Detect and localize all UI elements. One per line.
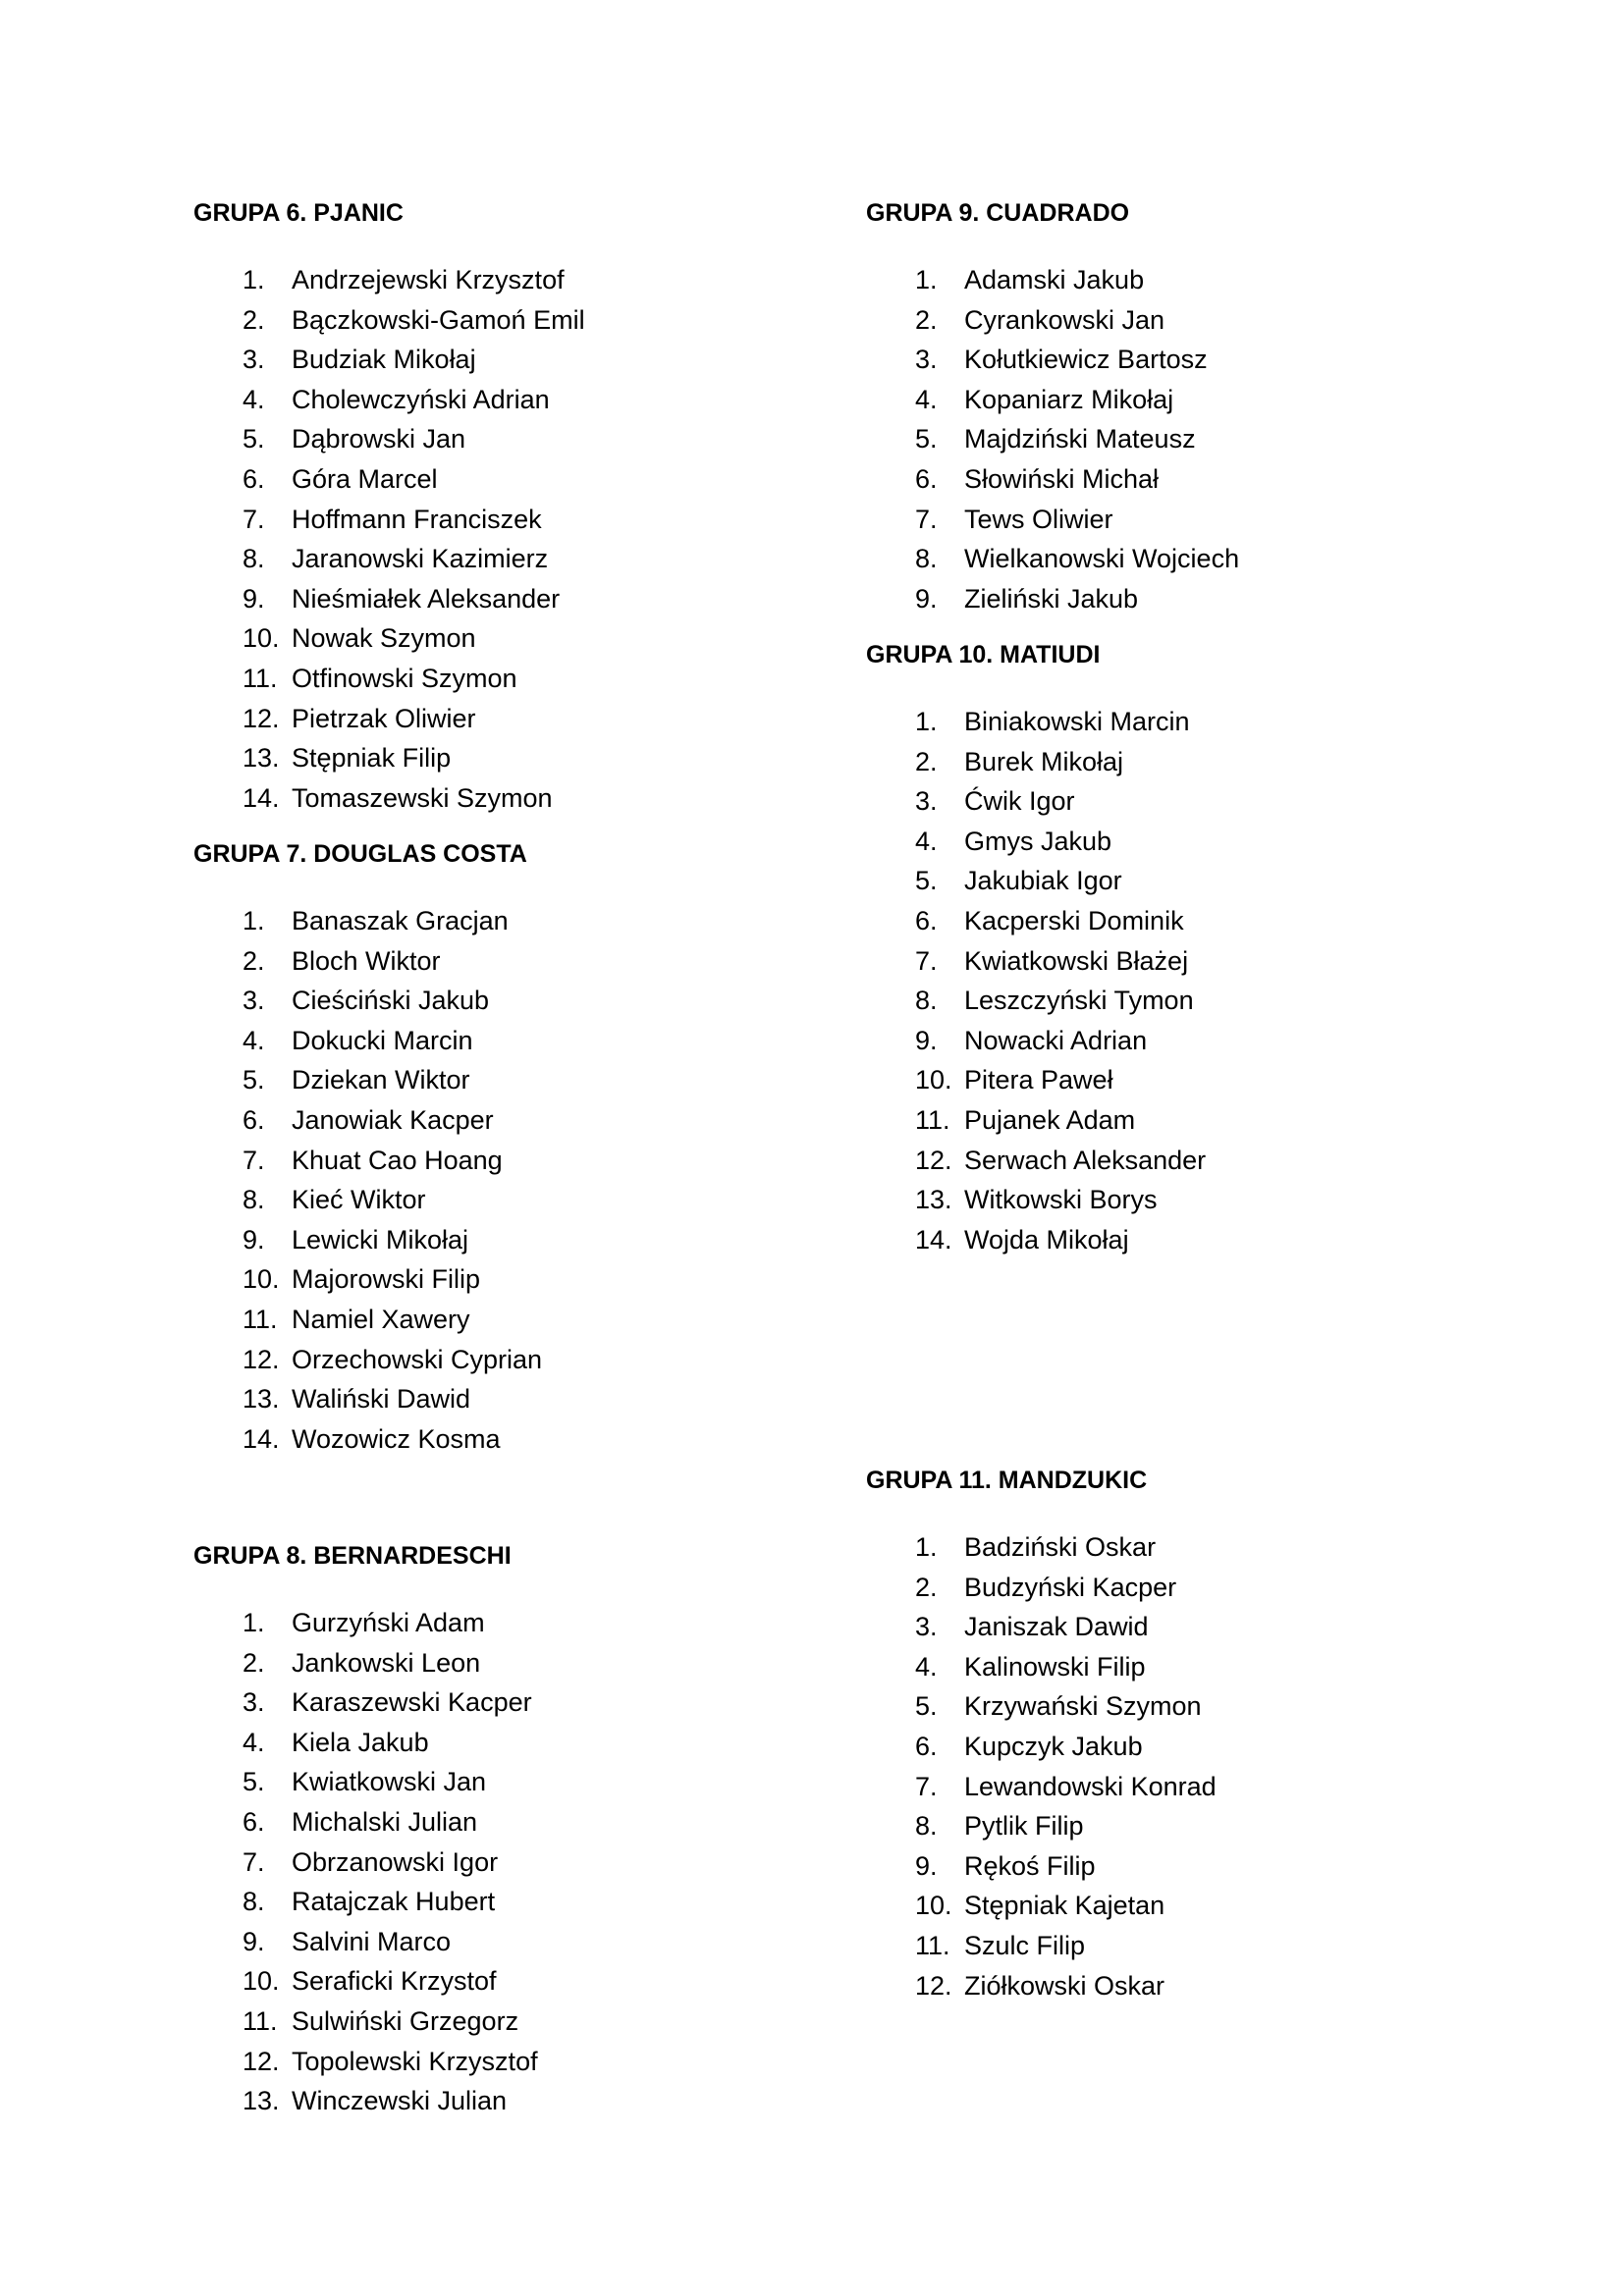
list-item bbox=[866, 579, 1139, 619]
list-item-name: Winczewski Julian bbox=[292, 2086, 508, 2116]
list-item-name: Zieliński Jakub bbox=[964, 583, 1139, 614]
list-item-number: 11. bbox=[915, 1930, 950, 1960]
list-item-number: 11. bbox=[243, 1304, 278, 1334]
list-item-number: 3. bbox=[243, 1687, 265, 1718]
list-item bbox=[193, 1021, 527, 1061]
list-item bbox=[193, 1643, 512, 1683]
list-item-name: Dokucki Marcin bbox=[292, 1025, 473, 1055]
list-item-name: Salvini Marco bbox=[292, 1926, 452, 1956]
list-item-number: 8. bbox=[915, 544, 938, 574]
list-item bbox=[193, 2042, 538, 2082]
list-item bbox=[866, 1607, 1147, 1647]
list-item-number: 4. bbox=[243, 1025, 265, 1055]
list-item bbox=[193, 1842, 512, 1883]
list-item-number: 11. bbox=[915, 1104, 950, 1135]
list-item-name: Pytlik Filip bbox=[964, 1811, 1084, 1842]
list-item bbox=[193, 1100, 527, 1141]
list-item-name: Nowacki Adrian bbox=[964, 1025, 1148, 1055]
list-item bbox=[193, 1259, 527, 1300]
list-item bbox=[193, 260, 565, 300]
list-item-name: Pujanek Adam bbox=[964, 1104, 1136, 1135]
list-item-number: 5. bbox=[243, 424, 265, 454]
list-item-number: 14. bbox=[243, 782, 280, 813]
member-list bbox=[193, 1603, 538, 2121]
group-title: GRUPA 9. CUADRADO bbox=[866, 199, 1130, 227]
list-item bbox=[866, 702, 1190, 742]
list-item bbox=[193, 1922, 512, 1962]
list-item-name: Nowak Szymon bbox=[292, 623, 476, 654]
list-item-name: Waliński Dawid bbox=[292, 1384, 471, 1415]
list-item bbox=[193, 459, 438, 500]
list-item-number: 5. bbox=[915, 424, 938, 454]
list-item-number: 4. bbox=[915, 384, 938, 414]
list-item-name: Kopaniarz Mikołaj bbox=[964, 384, 1174, 414]
list-item bbox=[193, 1141, 527, 1181]
list-item-name: Cholewczyński Adrian bbox=[292, 384, 550, 414]
list-item bbox=[193, 1961, 512, 2002]
member-list bbox=[866, 260, 1240, 618]
list-item-name: Jankowski Leon bbox=[292, 1647, 481, 1678]
list-item-number: 13. bbox=[243, 2086, 280, 2116]
list-item-number: 5. bbox=[915, 866, 938, 896]
list-item-name: Burek Mikołaj bbox=[964, 746, 1124, 776]
list-item-name: Ćwik Igor bbox=[964, 786, 1075, 817]
list-item-number: 10. bbox=[915, 1891, 952, 1921]
list-item-number: 2. bbox=[243, 945, 265, 976]
list-item-name: Bloch Wiktor bbox=[292, 945, 441, 976]
list-item bbox=[866, 260, 1145, 300]
list-item-name: Gurzyński Adam bbox=[292, 1608, 485, 1637]
list-item-number: 12. bbox=[243, 2046, 280, 2076]
group-6 bbox=[193, 198, 585, 818]
list-item-number: 8. bbox=[243, 1887, 265, 1917]
list-item-name: Cyrankowski Jan bbox=[964, 304, 1165, 335]
list-item bbox=[193, 1180, 527, 1220]
list-item bbox=[866, 901, 1184, 941]
list-item bbox=[866, 1886, 1165, 1926]
list-item bbox=[193, 419, 466, 459]
list-item-name: Pietrzak Oliwier bbox=[292, 703, 476, 733]
list-item-name: Majdziński Mateusz bbox=[964, 424, 1196, 454]
list-item-number: 3. bbox=[915, 345, 938, 375]
list-item bbox=[866, 1727, 1147, 1767]
list-item bbox=[866, 380, 1174, 420]
member-list bbox=[866, 1527, 1217, 2005]
list-item bbox=[193, 778, 553, 819]
list-item bbox=[866, 861, 1122, 901]
list-item-name: Obrzanowski Igor bbox=[292, 1846, 499, 1877]
list-item-number: 2. bbox=[915, 304, 938, 335]
list-item-number: 13. bbox=[243, 1384, 280, 1415]
list-item-name: Serwach Aleksander bbox=[964, 1145, 1207, 1175]
list-item-number: 4. bbox=[915, 1651, 938, 1682]
list-item-number: 2. bbox=[915, 1572, 938, 1602]
group-title: GRUPA 10. MATIUDI bbox=[866, 641, 1101, 668]
list-item-name: Bączkowski-Gamoń Emil bbox=[292, 304, 585, 335]
list-item bbox=[866, 300, 1165, 341]
list-item-name: Andrzejewski Krzysztof bbox=[292, 265, 565, 294]
list-item-number: 12. bbox=[243, 703, 280, 733]
list-item-name: Ziółkowski Oskar bbox=[964, 1970, 1165, 2001]
list-item-name: Kalinowski Filip bbox=[964, 1651, 1146, 1682]
list-item bbox=[866, 742, 1124, 782]
list-item-number: 6. bbox=[915, 463, 938, 494]
group-10 bbox=[866, 640, 1207, 1259]
list-item bbox=[866, 340, 1208, 380]
list-item-number: 9. bbox=[243, 583, 265, 614]
list-item-name: Budzyński Kacper bbox=[964, 1572, 1177, 1602]
list-item bbox=[866, 1220, 1129, 1260]
list-item bbox=[193, 380, 550, 420]
list-item-name: Stępniak Filip bbox=[292, 743, 452, 774]
list-item-name: Dziekan Wiktor bbox=[292, 1065, 470, 1095]
list-item-name: Rękoś Filip bbox=[964, 1850, 1096, 1881]
list-item-number: 7. bbox=[243, 1846, 265, 1877]
list-item-name: Kwiatkowski Jan bbox=[292, 1767, 487, 1797]
list-item-number: 8. bbox=[915, 1811, 938, 1842]
list-item-number: 7. bbox=[915, 945, 938, 976]
list-item bbox=[866, 1568, 1177, 1608]
list-item-number: 9. bbox=[243, 1224, 265, 1255]
list-item bbox=[866, 1100, 1136, 1141]
list-item bbox=[193, 340, 476, 380]
list-item bbox=[866, 981, 1194, 1021]
list-item-number: 8. bbox=[243, 1185, 265, 1215]
list-item bbox=[866, 1806, 1147, 1846]
list-item-name: Góra Marcel bbox=[292, 463, 438, 494]
list-item-number: 6. bbox=[243, 1104, 265, 1135]
list-item-name: Namiel Xawery bbox=[292, 1304, 470, 1334]
list-item-name: Jakubiak Igor bbox=[964, 866, 1122, 896]
list-item-number: 3. bbox=[243, 345, 265, 375]
list-item-name: Kacperski Dominik bbox=[964, 905, 1184, 935]
list-item-number: 6. bbox=[915, 1731, 938, 1761]
list-item-number: 8. bbox=[243, 544, 265, 574]
list-item bbox=[193, 1802, 512, 1842]
list-item-number: 9. bbox=[243, 1926, 265, 1956]
list-item-number: 3. bbox=[915, 786, 938, 817]
list-item bbox=[193, 901, 527, 941]
list-item bbox=[866, 1141, 1207, 1181]
list-item-name: Kiela Jakub bbox=[292, 1727, 429, 1757]
list-item-name: Ratajczak Hubert bbox=[292, 1887, 496, 1917]
list-item bbox=[866, 459, 1160, 500]
list-item-name: Krzywański Szymon bbox=[964, 1691, 1202, 1722]
list-item-name: Lewandowski Konrad bbox=[964, 1771, 1217, 1801]
list-item-number: 4. bbox=[915, 826, 938, 856]
list-item-name: Kieć Wiktor bbox=[292, 1185, 426, 1215]
list-item-name: Tomaszewski Szymon bbox=[292, 782, 553, 813]
list-item-number: 6. bbox=[243, 463, 265, 494]
list-item bbox=[866, 1767, 1217, 1807]
list-item bbox=[193, 1419, 527, 1460]
list-item bbox=[193, 579, 561, 619]
list-item-number: 9. bbox=[915, 583, 938, 614]
list-item-number: 4. bbox=[243, 1727, 265, 1757]
member-list bbox=[193, 901, 543, 1459]
list-item bbox=[193, 1682, 532, 1723]
list-item-name: Janiszak Dawid bbox=[964, 1612, 1149, 1642]
list-item-number: 5. bbox=[243, 1767, 265, 1797]
list-item-name: Michalski Julian bbox=[292, 1806, 478, 1837]
group-title: GRUPA 6. PJANIC bbox=[193, 199, 404, 227]
list-item bbox=[193, 500, 542, 540]
list-item-name: Otfinowski Szymon bbox=[292, 663, 517, 693]
list-item bbox=[193, 1220, 527, 1260]
list-item-number: 1. bbox=[243, 265, 265, 294]
list-item-name: Janowiak Kacper bbox=[292, 1104, 494, 1135]
group-11 bbox=[866, 1466, 1217, 2005]
list-item bbox=[866, 539, 1240, 579]
list-item-name: Khuat Cao Hoang bbox=[292, 1145, 503, 1175]
list-item-name: Pitera Paweł bbox=[964, 1065, 1113, 1095]
list-item-number: 2. bbox=[243, 304, 265, 335]
group-title: GRUPA 11. MANDZUKIC bbox=[866, 1467, 1148, 1494]
list-item bbox=[866, 822, 1112, 862]
list-item-name: Hoffmann Franciszek bbox=[292, 504, 542, 534]
list-item bbox=[866, 1180, 1158, 1220]
list-item bbox=[193, 1762, 512, 1802]
list-item-number: 7. bbox=[243, 1145, 265, 1175]
list-item-number: 12. bbox=[915, 1970, 952, 2001]
list-item bbox=[866, 1527, 1157, 1568]
list-item-name: Tews Oliwier bbox=[964, 504, 1113, 534]
group-9 bbox=[866, 198, 1240, 618]
list-item-name: Stępniak Kajetan bbox=[964, 1891, 1165, 1921]
list-item-number: 7. bbox=[915, 1771, 938, 1801]
list-item bbox=[193, 941, 527, 982]
list-item bbox=[193, 1060, 527, 1100]
list-item bbox=[193, 699, 476, 739]
list-item-name: Majorowski Filip bbox=[292, 1264, 481, 1295]
list-item-name: Gmys Jakub bbox=[964, 826, 1112, 856]
list-item-number: 4. bbox=[243, 384, 265, 414]
list-item-number: 1. bbox=[915, 707, 938, 736]
list-item-number: 8. bbox=[915, 986, 938, 1016]
list-item-number: 1. bbox=[243, 1608, 265, 1637]
list-item-name: Kwiatkowski Błażej bbox=[964, 945, 1189, 976]
list-item bbox=[193, 738, 452, 778]
list-item bbox=[193, 1603, 512, 1643]
list-item bbox=[193, 659, 517, 699]
list-item bbox=[193, 1723, 512, 1763]
group-7 bbox=[193, 839, 543, 1459]
list-item-number: 11. bbox=[243, 2005, 278, 2036]
list-item bbox=[193, 1379, 527, 1419]
list-item-name: Sulwiński Grzegorz bbox=[292, 2005, 519, 2036]
list-item bbox=[866, 500, 1129, 540]
list-item bbox=[193, 1882, 512, 1922]
list-item-name: Orzechowski Cyprian bbox=[292, 1344, 543, 1374]
list-item-number: 10. bbox=[243, 1966, 280, 1997]
list-item bbox=[193, 2002, 519, 2042]
list-item-number: 12. bbox=[243, 1344, 280, 1374]
list-item bbox=[866, 1846, 1147, 1887]
list-item-number: 1. bbox=[915, 1532, 938, 1562]
list-item-name: Kołutkiewicz Bartosz bbox=[964, 345, 1208, 375]
list-item-number: 10. bbox=[243, 623, 280, 654]
group-title: GRUPA 7. DOUGLAS COSTA bbox=[193, 840, 527, 868]
list-item-number: 2. bbox=[243, 1647, 265, 1678]
list-item bbox=[866, 1060, 1113, 1100]
list-item bbox=[866, 1021, 1148, 1061]
list-item-number: 9. bbox=[915, 1025, 938, 1055]
list-item-name: Badziński Oskar bbox=[964, 1532, 1157, 1562]
list-item bbox=[866, 941, 1189, 982]
list-item bbox=[866, 1686, 1202, 1727]
list-item-number: 13. bbox=[915, 1185, 952, 1215]
list-item bbox=[193, 300, 585, 341]
list-item-number: 14. bbox=[915, 1224, 952, 1255]
list-item-name: Leszczyński Tymon bbox=[964, 986, 1194, 1016]
list-item-number: 11. bbox=[243, 663, 278, 693]
list-item-number: 7. bbox=[243, 504, 265, 534]
list-item-name: Jaranowski Kazimierz bbox=[292, 544, 549, 574]
list-item-name: Budziak Mikołaj bbox=[292, 345, 476, 375]
list-item-name: Lewicki Mikołaj bbox=[292, 1224, 469, 1255]
list-item-name: Witkowski Borys bbox=[964, 1185, 1158, 1215]
list-item bbox=[866, 1926, 1147, 1966]
list-item bbox=[193, 981, 527, 1021]
list-item-name: Karaszewski Kacper bbox=[292, 1687, 532, 1718]
list-item bbox=[866, 419, 1196, 459]
group-title: GRUPA 8. BERNARDESCHI bbox=[193, 1542, 512, 1570]
list-item bbox=[193, 618, 476, 659]
list-item-number: 5. bbox=[915, 1691, 938, 1722]
list-item-name: Seraficki Krzystof bbox=[292, 1966, 497, 1997]
list-item-name: Słowiński Michał bbox=[964, 463, 1160, 494]
list-item-name: Topolewski Krzysztof bbox=[292, 2046, 538, 2076]
list-item bbox=[193, 1340, 543, 1380]
member-list bbox=[193, 260, 585, 818]
list-item-name: Nieśmiałek Aleksander bbox=[292, 583, 561, 614]
list-item-name: Cieściński Jakub bbox=[292, 986, 490, 1016]
list-item-number: 7. bbox=[915, 504, 938, 534]
list-item-number: 10. bbox=[243, 1264, 280, 1295]
list-item-number: 9. bbox=[915, 1850, 938, 1881]
list-item-number: 5. bbox=[243, 1065, 265, 1095]
list-item-name: Adamski Jakub bbox=[964, 265, 1145, 294]
list-item-number: 3. bbox=[915, 1612, 938, 1642]
list-item-number: 1. bbox=[915, 265, 938, 294]
list-item-name: Wozowicz Kosma bbox=[292, 1423, 501, 1454]
list-item-number: 14. bbox=[243, 1423, 280, 1454]
list-item-number: 6. bbox=[243, 1806, 265, 1837]
list-item-name: Banaszak Gracjan bbox=[292, 906, 509, 935]
list-item-name: Kupczyk Jakub bbox=[964, 1731, 1143, 1761]
list-item-number: 6. bbox=[915, 905, 938, 935]
member-list bbox=[866, 702, 1207, 1259]
list-item-name: Dąbrowski Jan bbox=[292, 424, 466, 454]
list-item-name: Szulc Filip bbox=[964, 1930, 1086, 1960]
list-item bbox=[193, 2081, 512, 2121]
list-item-number: 12. bbox=[915, 1145, 952, 1175]
list-item-name: Biniakowski Marcin bbox=[964, 707, 1190, 736]
group-8 bbox=[193, 1541, 538, 2121]
list-item bbox=[193, 539, 549, 579]
list-item bbox=[866, 781, 1100, 822]
list-item bbox=[193, 1300, 527, 1340]
list-item-number: 2. bbox=[915, 746, 938, 776]
list-item-name: Wielkanowski Wojciech bbox=[964, 544, 1240, 574]
list-item-number: 13. bbox=[243, 743, 280, 774]
list-item-number: 1. bbox=[243, 906, 265, 935]
list-item-number: 10. bbox=[915, 1065, 952, 1095]
list-item-name: Wojda Mikołaj bbox=[964, 1224, 1129, 1255]
list-item bbox=[866, 1966, 1165, 2006]
list-item-number: 3. bbox=[243, 986, 265, 1016]
list-item bbox=[866, 1647, 1147, 1687]
